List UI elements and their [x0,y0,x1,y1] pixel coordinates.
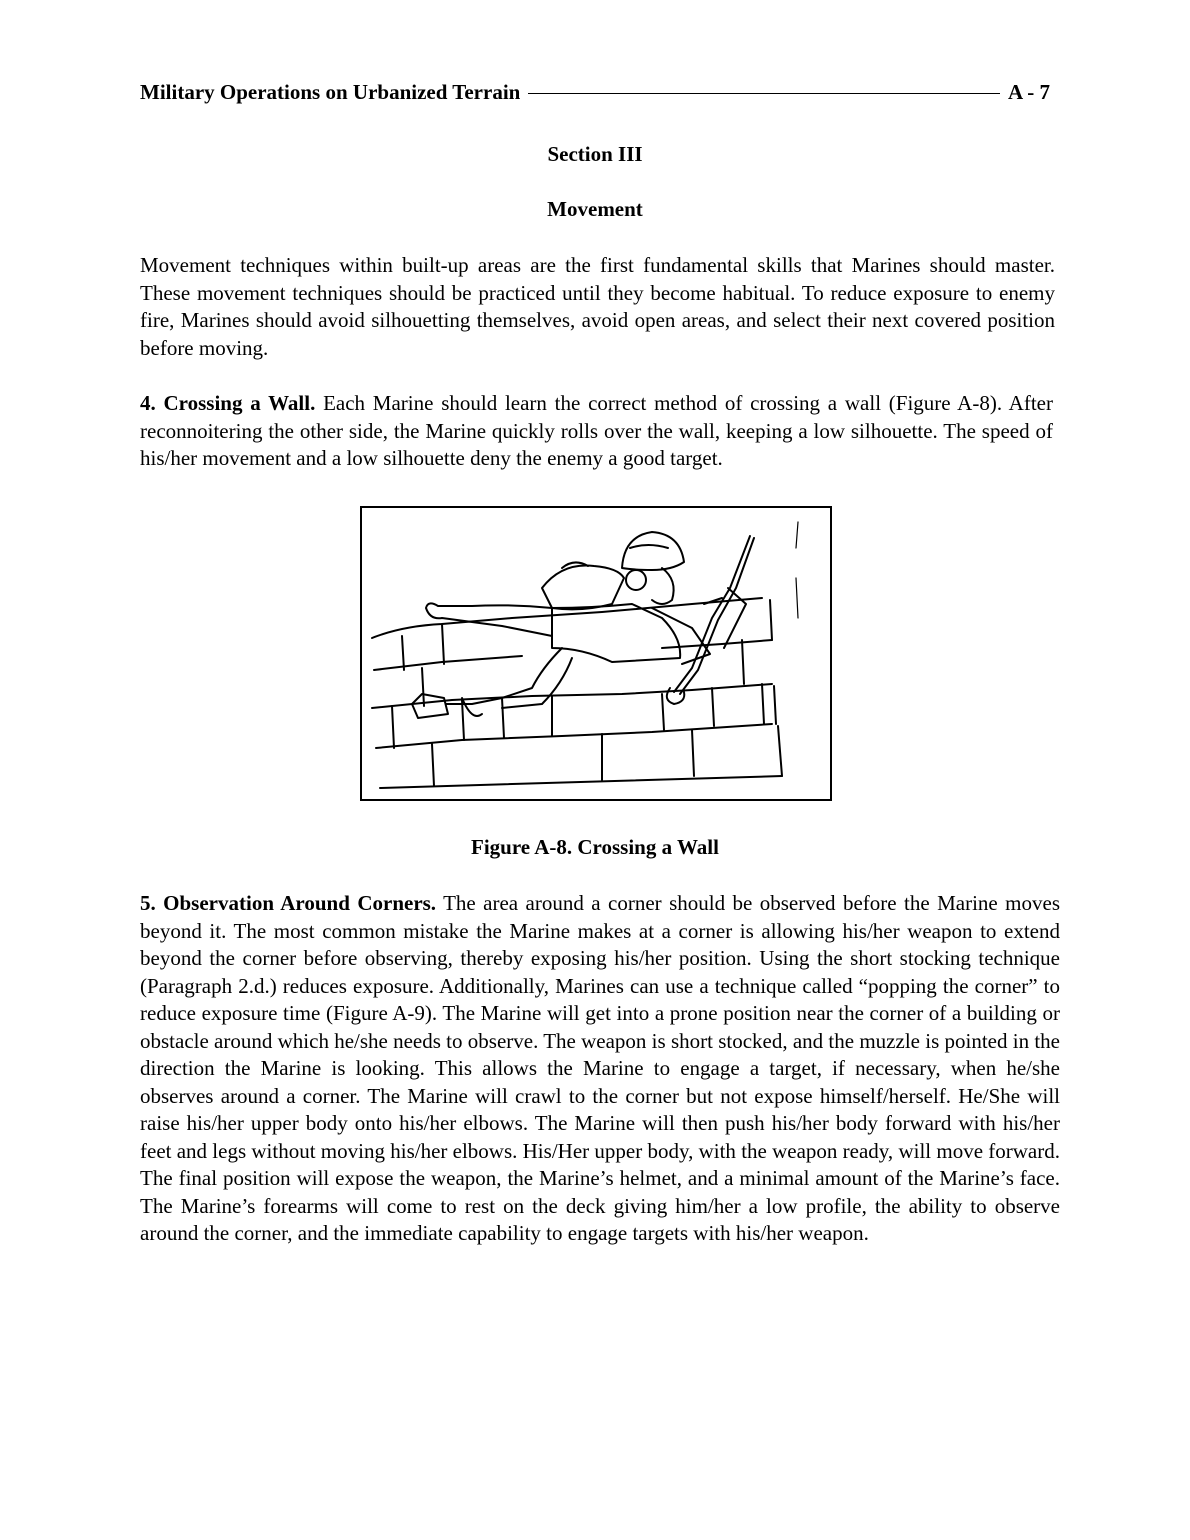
section-number: Section III [547,142,643,166]
item-5-text: The area around a corner should be observed before the Marine moves beyond it. The most common mistake the Marine makes at a corner is allowing his/her weapon to extend beyond the corner before observing, thereby exposing his/her position. Using the short stocking technique (Paragraph 2.d.) reduces exposure. Additionally, Marines can use a technique called “popping the corner” to reduce exposure time (Figure A-9). The Marine will get into a prone position near the corner of a building or obstacle around which he/she needs to observe. The weapon is short stocked, and the muzzle is pointed in the direction the Marine is looking. This allows the Marine to engage a target, if necessary, when he/she observes around a corner. The Marine will crawl to the corner but not expose himself/herself. He/She will raise his/her upper body onto his/her elbows. The Marine will then push his/her body forward with his/her feet and legs without moving his/her elbows. His/Her upper body, with the weapon ready, will move forward. The final position will expose the weapon, the Marine’s helmet, and a minimal amount of the Marine’s face. The Marine’s forearms will come to rest on the deck giving him/her a low profile, the ability to observe around the corner, and the immediate capability to engage targets with his/her weapon. [140,891,1060,1245]
header-rule [528,93,1000,94]
running-header [140,78,1050,106]
page-number: A - 7 [1008,79,1050,104]
figure-a8-frame [360,506,832,801]
intro-paragraph: Movement techniques within built-up areas are the first fundamental skills that Marines should master. These movement techniques should be practiced until they become habitual. To reduce exposure to enemy fire, Marines should avoid silhouetting themselves, avoid open areas, and select their next covered position before moving. [140,253,1055,360]
wall-bricks [372,522,798,788]
figure-caption: Figure A-8. Crossing a Wall [471,835,719,859]
item-4-heading: 4. Crossing a Wall. [140,391,316,415]
soldier-crossing-wall-illustration [362,508,830,799]
item-4-paragraph [140,390,1053,473]
item-4-text: Each Marine should learn the correct method of crossing a wall (Figure A-8). After reconnoitering the other side, the Marine quickly rolls over the wall, keeping a low silhouette. The speed of his/her movement and a low silhouette deny the enemy a good target. [140,391,1053,470]
item-5-heading: 5. Observation Around Corners. [140,891,437,915]
header-title: Military Operations on Urbanized Terrain [140,79,521,104]
item-5-paragraph [140,890,1060,1248]
soldier-figure [412,532,710,718]
section-title: Movement [547,197,643,221]
rifle [667,536,754,704]
